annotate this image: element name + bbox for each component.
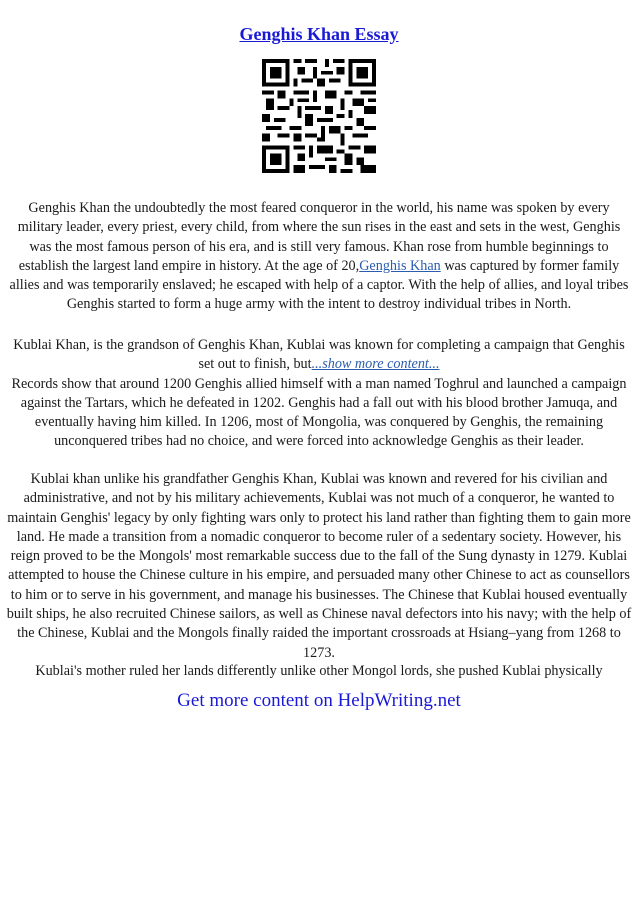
paragraph-4-text: Kublai's mother ruled her lands differently unlike other Mongol lords, she pushed Kublai physically — [35, 663, 603, 679]
get-more-content-link[interactable]: Get more content on HelpWriting.net — [177, 690, 461, 711]
paragraph-2-text-a: Kublai Khan, is the grandson of Genghis Khan, Kublai was known for completing a campaign that Genghis set out to finish, but — [13, 337, 625, 373]
page-title[interactable]: Genghis Khan Essay — [239, 24, 399, 44]
paragraph-1 — [6, 199, 632, 315]
genghis-khan-link[interactable]: Genghis Khan — [359, 257, 441, 274]
paragraph-3-text: Kublai khan unlike his grandfather Genghis Khan, Kublai was known and revered for his civilian and administrative, and not by his military achievements, Kublai was not much of a conqueror, he wanted to maintain Genghis' legacy by only fighting wars only to protect his land rather than fighting them to gain more land. He made a transition from a nomadic conqueror to become ruler of a sedentary society. However, his reign proved to be the Mongols' most remarkable success due to the fall of the Sung dynasty in 1279. Kublai attempted to house the Chinese culture in his empire, and persuaded many other Chinese to act as counsellors to him or to serve in his government, and manage his businesses. The Chinese that Kublai housed eventually built ships, he also recruited Chinese sailors, as well as Chinese naval defectors into his navy; with the help of the Chinese, Kublai and the Mongols finally raided the important crossroads at Hsiang–yang from 1268 to 1273. — [6, 471, 632, 661]
paragraph-2-text-b: Records show that around 1200 Genghis allied himself with a man named Toghrul and launched a campaign against the Tartars, which he defeated in 1202. Genghis had a fall out with his blood brother Jamuqa, and eventually having him killed. In 1206, most of Mongolia, was conquered by Genghis, the remaining unconquered tribes had no choice, and were forced into acknowledge Genghis as their leader. — [11, 375, 627, 450]
show-more-content-link[interactable]: ...show more content... — [311, 356, 440, 373]
paragraph-1-text-b: was captured by former family allies and was temporarily enslaved; he escaped with help of a captor. With the help of allies, and loyal tribes Genghis started to form a huge army with the intent to destroy individual tribes in North. — [9, 257, 629, 313]
paragraph-3 — [6, 470, 632, 663]
qr-code — [262, 59, 376, 173]
paragraph-1-text-a: Genghis Khan the undoubtedly the most feared conqueror in the world, his name was spoken by every military leader, every priest, every child, from where the sun rises in the east and sets in the west, Genghis was the most famous person of his era, and is still very famous. Khan rose from humble beginnings to establish the largest land empire in history. At the age of 20, — [17, 200, 621, 274]
paragraph-4 — [6, 662, 632, 681]
paragraph-2 — [6, 336, 632, 452]
